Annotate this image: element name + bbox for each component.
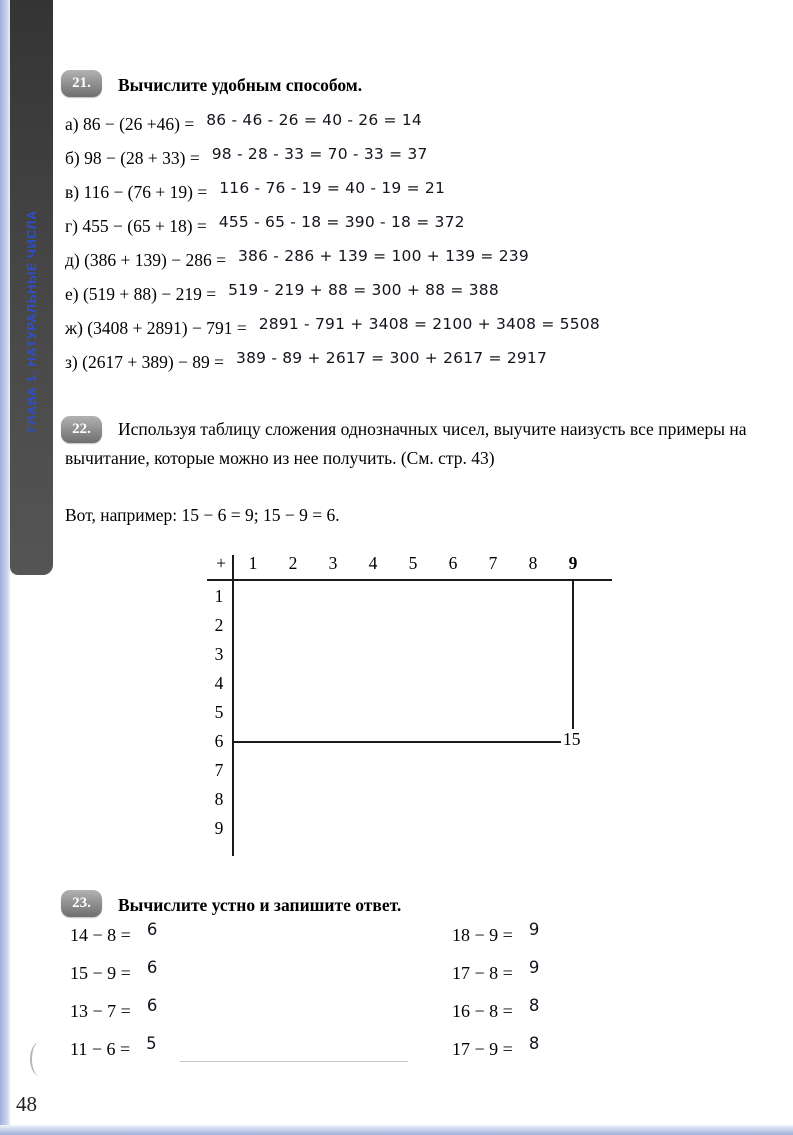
problem-text: а) 86 − (26 +46) = (65, 114, 195, 134)
problem-text: ж) (3408 + 2891) − 791 = (65, 318, 247, 338)
chapter-sidebar (10, 0, 53, 575)
table-row-header-8: 8 (214, 789, 224, 809)
page-number: 48 (16, 1092, 37, 1116)
exercise-23-problem (70, 996, 158, 1039)
table-column-header-7: 7 (488, 553, 498, 573)
exercise-21-items (65, 111, 775, 386)
handwritten-answer[interactable]: 386 - 286 + 139 = 100 + 139 = 239 (238, 247, 529, 265)
table-column-header-5: 5 (408, 553, 418, 573)
problem-text: 17 − 8 = (452, 963, 513, 983)
table-column-header-8: 8 (528, 553, 538, 573)
chapter-label: ГЛАВА 1. НАТУРАЛЬНЫЕ ЧИСЛА (25, 210, 39, 432)
problem-text: 18 − 9 = (452, 925, 513, 945)
table-row-header-5: 5 (214, 702, 224, 722)
handwritten-answer[interactable]: 8 (528, 996, 540, 1015)
table-header-rule (207, 579, 612, 581)
handwritten-answer[interactable]: 9 (528, 920, 540, 939)
handwritten-answer[interactable]: 6 (146, 958, 158, 977)
table-row-header-2: 2 (214, 615, 224, 635)
exercise-21-item-v (65, 179, 775, 216)
handwritten-answer[interactable]: 86 - 46 - 26 = 40 - 26 = 14 (206, 111, 422, 129)
table-column-header-2: 2 (288, 553, 298, 573)
table-row-header-7: 7 (214, 760, 224, 780)
exercise-23-problem (70, 1034, 158, 1077)
handwritten-answer[interactable]: 455 - 65 - 18 = 390 - 18 = 372 (218, 213, 465, 231)
table-column-header-6: 6 (448, 553, 458, 573)
problem-text: б) 98 − (28 + 33) = (65, 148, 200, 168)
problem-text: 15 − 9 = (70, 963, 131, 983)
problem-text: 17 − 9 = (452, 1039, 513, 1059)
exercise-21-item-zh (65, 315, 775, 352)
exercise-23-problem (70, 958, 158, 1001)
exercise-21-item-z (65, 349, 775, 386)
table-row-header-1: 1 (214, 586, 224, 606)
handwritten-answer[interactable]: 8 (528, 1034, 540, 1053)
table-column-header-3: 3 (328, 553, 338, 573)
exercise-23-problem (70, 920, 158, 963)
answer-guideline (180, 1061, 408, 1062)
exercise-23-title: Вычислите устно и запишите ответ. (118, 895, 402, 915)
table-column-header-1: 1 (248, 553, 258, 573)
exercise-22-badge: 22. (61, 416, 102, 443)
handwritten-answer[interactable]: 6 (146, 920, 158, 939)
table-sum-result: 15 (563, 729, 581, 749)
exercise-23-badge: 23. (61, 890, 102, 917)
addition-table (205, 550, 625, 865)
exercise-23-problem (452, 996, 540, 1039)
exercise-21-badge: 21. (61, 70, 102, 97)
problem-text: д) (386 + 139) − 286 = (65, 250, 226, 270)
problem-text: в) 116 − (76 + 19) = (65, 182, 208, 202)
table-left-rule (232, 555, 234, 856)
table-column-9-trace-line (572, 581, 574, 729)
exercise-21-item-d (65, 247, 775, 284)
exercise-21-title: Вычислите удобным способом. (118, 75, 363, 95)
exercise-21-item-e (65, 281, 775, 318)
problem-text: 14 − 8 = (70, 925, 131, 945)
exercise-23-right-column (452, 920, 540, 1077)
exercise-23-problem (452, 958, 540, 1001)
problem-text: з) (2617 + 389) − 89 = (65, 352, 225, 372)
handwritten-answer[interactable]: 2891 - 791 + 3408 = 2100 + 3408 = 5508 (258, 315, 600, 333)
problem-text: е) (519 + 88) − 219 = (65, 284, 217, 304)
table-row-header-4: 4 (214, 673, 224, 693)
table-row-header-9: 9 (214, 818, 224, 838)
problem-text: г) 455 − (65 + 18) = (65, 216, 207, 236)
table-column-header-9: 9 (568, 553, 578, 573)
problem-text: 13 − 7 = (70, 1001, 131, 1021)
exercise-22-example: Вот, например: 15 − 6 = 9; 15 − 9 = 6. (65, 505, 340, 525)
handwritten-answer[interactable]: 116 - 76 - 19 = 40 - 19 = 21 (219, 179, 446, 197)
table-row-header-3: 3 (214, 644, 224, 664)
table-column-header-4: 4 (368, 553, 378, 573)
problem-text: 11 − 6 = (70, 1039, 131, 1059)
handwritten-answer[interactable]: 389 - 89 + 2617 = 300 + 2617 = 2917 (236, 349, 548, 367)
problem-text: 16 − 8 = (452, 1001, 513, 1021)
exercise-23-left-column (70, 920, 158, 1077)
handwritten-answer[interactable]: 9 (528, 958, 540, 977)
table-row-header-6: 6 (214, 731, 224, 751)
page-bottom-edge (0, 1125, 793, 1135)
table-plus-operator: + (216, 553, 226, 573)
exercise-21-item-a (65, 111, 775, 148)
handwritten-answer[interactable]: 519 - 219 + 88 = 300 + 88 = 388 (228, 281, 499, 299)
exercise-21-item-g (65, 213, 775, 250)
exercise-22-text: Используя таблицу сложения однозначных чисел, выучите наизусть все примеры на вычитание, которые можно из нее получить. (См. стр. 43) (65, 419, 747, 468)
exercise-23-problem (452, 920, 540, 963)
handwritten-answer[interactable]: 5 (146, 1034, 157, 1053)
table-row-6-trace-line (233, 741, 561, 743)
page-left-edge (0, 0, 10, 1135)
exercise-21-item-b (65, 145, 775, 182)
handwritten-answer[interactable]: 6 (146, 996, 158, 1015)
page-curl-decoration (30, 1042, 46, 1076)
handwritten-answer[interactable]: 98 - 28 - 33 = 70 - 33 = 37 (211, 145, 428, 163)
exercise-23-problem (452, 1034, 540, 1077)
